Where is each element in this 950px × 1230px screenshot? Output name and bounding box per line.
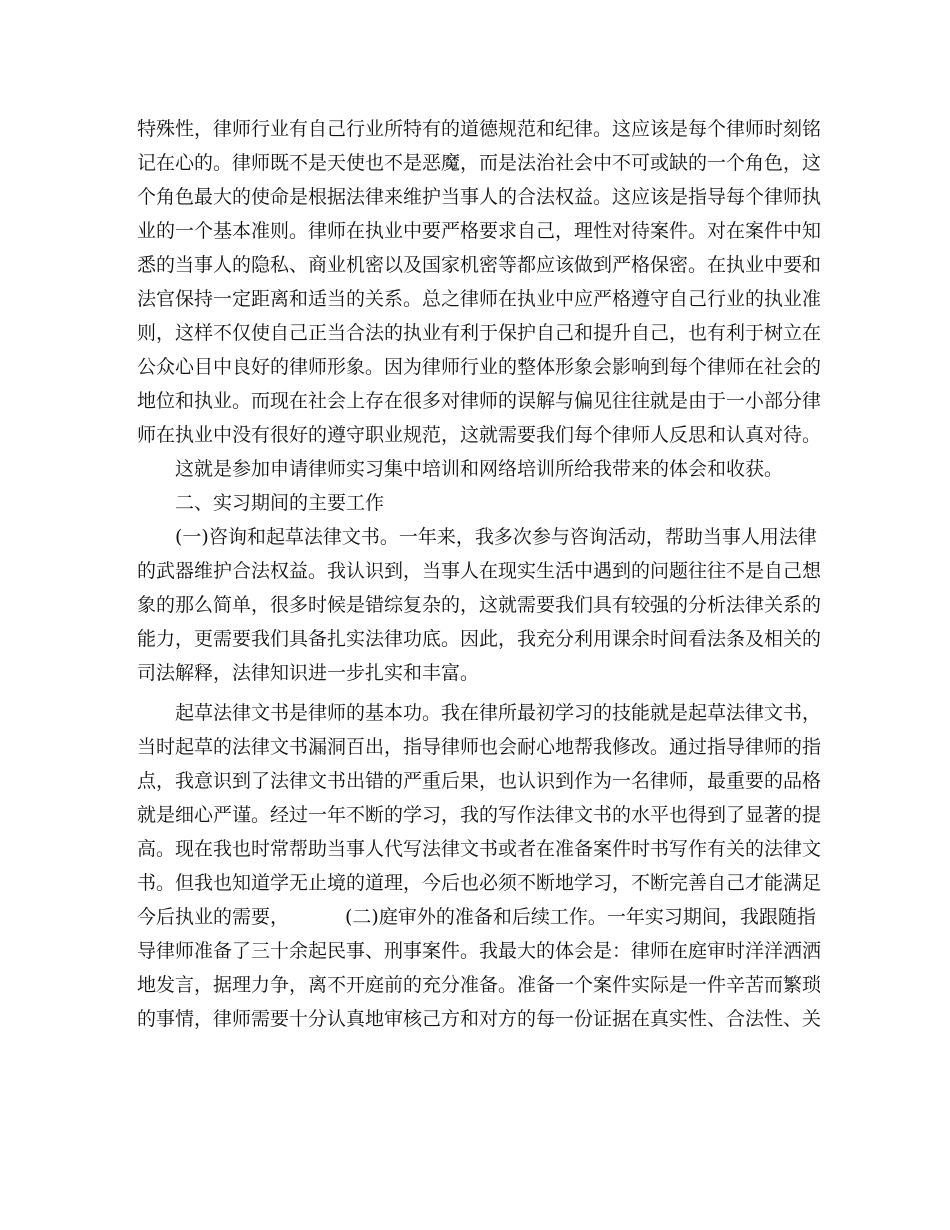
text-line: 导律师准备了三十余起民事、刑事案件。我最大的体会是：律师在庭审时洋洋洒洒 — [137, 940, 822, 962]
text-line: (一)咨询和起草法律文书。一年来，我多次参与咨询活动，帮助当事人用法律 — [175, 526, 817, 548]
text-line: 书。但我也知道学无止境的道理，今后也必须不断地学习，不断完善自己才能满足 — [137, 872, 822, 894]
text-line: 司法解释，法律知识进一步扎实和丰富。 — [137, 662, 480, 684]
text-line: 记在心的。律师既不是天使也不是恶魔，而是法治社会中不可或缺的一个角色，这 — [137, 152, 822, 174]
document-body — [137, 112, 822, 1036]
paragraph-1 — [137, 112, 822, 452]
text-line: 当时起草的法律文书漏洞百出，指导律师也会耐心地帮我修改。通过指导律师的指 — [137, 736, 822, 758]
section-title: 二、实习期间的主要工作 — [175, 492, 385, 514]
paragraph-3 — [137, 520, 822, 690]
text-line: 师在执业中没有很好的遵守职业规范，这就需要我们每个律师人反思和认真对待。 — [137, 424, 822, 446]
text-line: 高。现在我也时常帮助当事人代写法律文书或者在准备案件时书写作有关的法律文 — [137, 838, 822, 860]
text-line: 个角色最大的使命是根据法律来维护当事人的合法权益。这应该是指导每个律师执 — [137, 186, 822, 208]
text-line: 业的一个基本准则。律师在执业中要严格要求自己，理性对待案件。对在案件中知 — [137, 220, 822, 242]
text-line: 则，这样不仅使自己正当合法的执业有利于保护自己和提升自己，也有利于树立在 — [137, 322, 822, 344]
text-line: 象的那么简单，很多时候是错综复杂的，这就需要我们具有较强的分析法律关系的 — [137, 594, 822, 616]
text-line: 特殊性，律师行业有自己行业所特有的道德规范和纪律。这应该是每个律师时刻铭 — [137, 118, 822, 140]
text-line: 法官保持一定距离和适当的关系。总之律师在执业中应严格遵守自己行业的执业准 — [137, 288, 822, 310]
text-segment: (二)庭审外的准备和后续工作。一年实习期间，我跟随指 — [345, 906, 816, 928]
text-line: 起草法律文书是律师的基本功。我在律所最初学习的技能就是起草法律文书， — [175, 702, 822, 724]
text-line: 公众心目中良好的律师形象。因为律师行业的整体形象会影响到每个律师在社会的 — [137, 356, 822, 378]
section-heading — [137, 486, 813, 520]
text-line: 地位和执业。而现在社会上存在很多对律师的误解与偏见往往就是由于一小部分律 — [137, 390, 822, 412]
text-line: 的事情，律师需要十分认真地审核己方和对方的每一份证据在真实性、合法性、关 — [137, 1008, 822, 1030]
paragraph-2 — [137, 452, 813, 486]
paragraph-4 — [137, 696, 822, 1036]
text-line — [137, 900, 816, 934]
text-line: 的武器维护合法权益。我认识到，当事人在现实生活中遇到的问题往往不是自己想 — [137, 560, 822, 582]
text-line: 能力，更需要我们具备扎实法律功底。因此，我充分利用课余时间看法条及相关的 — [137, 628, 822, 650]
text-line: 就是细心严谨。经过一年不断的学习，我的写作法律文书的水平也得到了显著的提 — [137, 804, 822, 826]
text-line: 点，我意识到了法律文书出错的严重后果，也认识到作为一名律师，最重要的品格 — [137, 770, 822, 792]
text-line: 地发言，据理力争，离不开庭前的充分准备。准备一个案件实际是一件辛苦而繁琐 — [137, 974, 822, 996]
text-line: 这就是参加申请律师实习集中培训和网络培训所给我带来的体会和收获。 — [175, 458, 784, 480]
text-segment: 今后执业的需要， — [137, 906, 290, 928]
text-line: 悉的当事人的隐私、商业机密以及国家机密等都应该做到严格保密。在执业中要和 — [137, 254, 822, 276]
